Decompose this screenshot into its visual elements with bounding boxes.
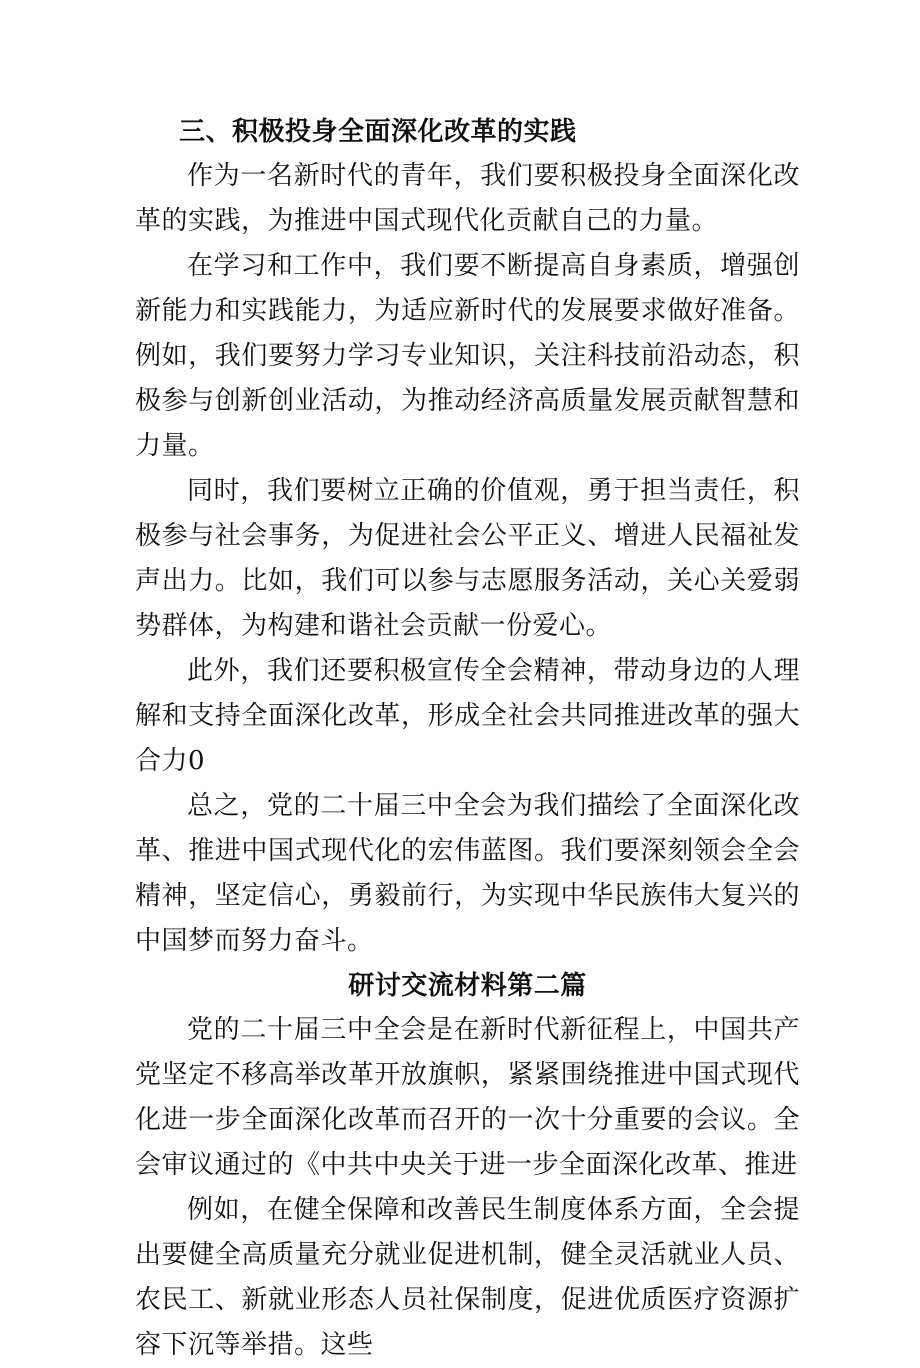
second-article-title: 研讨交流材料第二篇: [348, 971, 587, 1001]
paragraph: 同时，我们要树立正确的价值观，勇于担当责任，积极参与社会事务，为促进社会公平正义、增进人民福祉发声出力。比如，我们可以参与志愿服务活动，关心关爱弱势群体，为构建和谐社会贡献一份爱心。: [135, 476, 800, 641]
section-heading: 三、积极投身全面深化改革的实践: [179, 117, 577, 147]
paragraph: 在学习和工作中，我们要不断提高自身素质，增强创新能力和实践能力，为适应新时代的发展要求做好准备。例如，我们要努力学习专业知识，关注科技前沿动态，积极参与创新创业活动，为推动经济高质量发展贡献智慧和力量。: [135, 251, 800, 461]
paragraph: 作为一名新时代的青年，我们要积极投身全面深化改革的实践，为推进中国式现代化贡献自己的力量。: [135, 161, 800, 236]
document-content: [135, 110, 800, 1368]
paragraph: 例如，在健全保障和改善民生制度体系方面，全会提出要健全高质量充分就业促进机制，健全灵活就业人员、农民工、新就业形态人员社保制度，促进优质医疗资源扩容下沉等举措。这些: [135, 1195, 800, 1360]
paragraph: 党的二十届三中全会是在新时代新征程上，中国共产党坚定不移高举改革开放旗帜，紧紧围绕推进中国式现代化进一步全面深化改革而召开的一次十分重要的会议。全会审议通过的《中共中央关于进一步全面深化改革、推进: [135, 1015, 800, 1180]
paragraph: 此外，我们还要积极宣传全会精神，带动身边的人理解和支持全面深化改革，形成全社会共同推进改革的强大合力0: [135, 656, 800, 776]
paragraph: 总之，党的二十届三中全会为我们描绘了全面深化改革、推进中国式现代化的宏伟蓝图。我们要深刻领会全会精神，坚定信心，勇毅前行，为实现中华民族伟大复兴的中国梦而努力奋斗。: [135, 791, 800, 956]
